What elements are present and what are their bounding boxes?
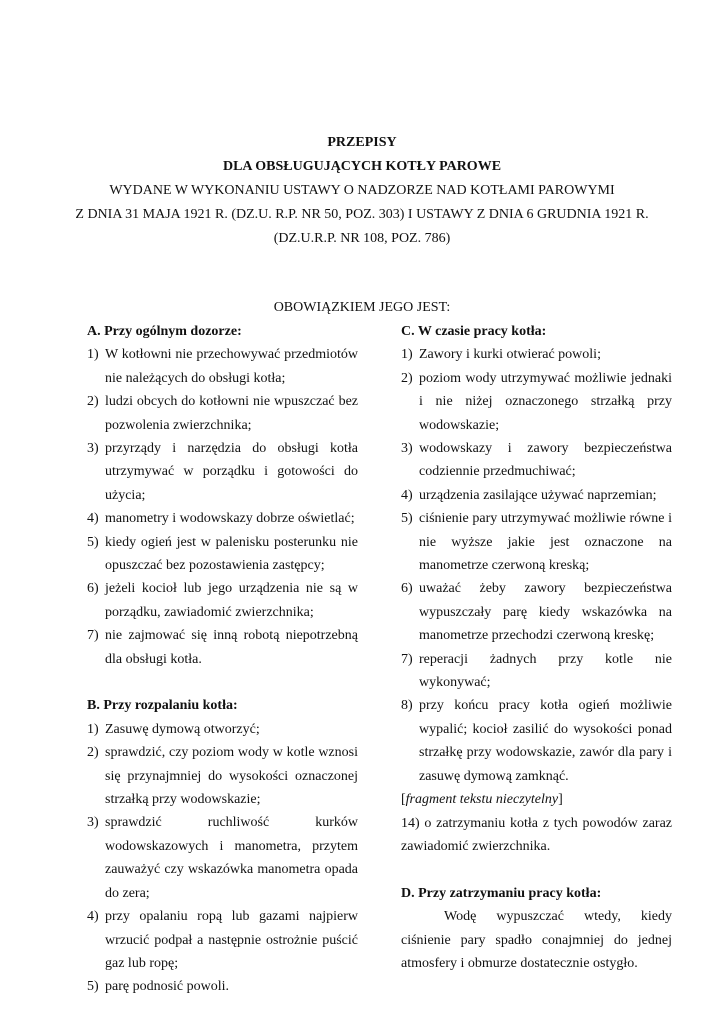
list-item	[401, 343, 672, 366]
list-item	[401, 367, 672, 437]
list-item	[87, 905, 358, 975]
item-number: 2)	[87, 745, 99, 761]
list-item	[87, 624, 358, 671]
list-item	[87, 343, 358, 390]
item-text: wodowskazy i zawory bezpieczeństwa codziennie przedmuchiwać;	[419, 441, 672, 480]
note-bracket-close: ]	[558, 792, 563, 808]
item-number: 1)	[401, 347, 413, 363]
list-item	[87, 507, 358, 530]
right-column	[401, 320, 672, 975]
document-header	[0, 131, 724, 251]
item-number: 8)	[401, 698, 413, 714]
section-d-title: D. Przy zatrzymaniu pracy kotła:	[401, 885, 602, 901]
item-number: 4)	[87, 909, 99, 925]
section-d-text: Wodę wypuszczać wtedy, kiedy ciśnienie pary spadło conajmniej do jednej atmosfery i obmurze dostatecznie ostygło.	[401, 909, 672, 971]
item-text: uważać żeby zawory bezpieczeństwa wypuszczały parę kiedy wskazówka na manometrze przechodzi czerwoną kreskę;	[419, 581, 672, 644]
title-line-5: (DZ.U.R.P. NR 108, POZ. 786)	[273, 231, 451, 246]
left-column	[87, 320, 358, 999]
list-item	[87, 577, 358, 624]
item-number: 5)	[401, 511, 413, 527]
list-item	[87, 390, 358, 437]
item-text: sprawdzić, czy poziom wody w kotle wznosi się przynajmniej do wysokości oznaczonej strzałką przy wodowskazie;	[105, 745, 358, 808]
item-text: przy opalaniu ropą lub gazami najpierw wrzucić podpał a następnie ostrożnie puścić gaz lub ropę;	[105, 909, 358, 971]
item-number: 4)	[401, 487, 413, 503]
list-item	[87, 741, 358, 811]
item-number: 2)	[87, 394, 99, 410]
item-text: przyrządy i narzędzia do obsługi kotła utrzymywać w porządku i gotowości do użycia;	[105, 441, 358, 503]
item-number: 7)	[401, 651, 413, 667]
item-number: 1)	[87, 347, 99, 363]
item-text: poziom wody utrzymywać możliwie jednaki i nie niżej oznaczonego strzałką przy wodowskazie;	[419, 370, 672, 433]
item-14-text: 14) o zatrzymaniu kotła z tych powodów zaraz zawiadomić zwierzchnika.	[401, 815, 672, 854]
item-text: W kotłowni nie przechowywać przedmiotów nie należących do obsługi kotła;	[105, 347, 358, 386]
item-text: ludzi obcych do kotłowni nie wpuszczać bez pozwolenia zwierzchnika;	[105, 394, 358, 433]
item-number: 3)	[87, 815, 99, 831]
item-number: 7)	[87, 628, 99, 644]
item-text: jeżeli kocioł lub jego urządzenia nie są w porządku, zawiadomić zwierzchnika;	[105, 581, 358, 620]
title-line-2: DLA OBSŁUGUJĄCYCH KOTŁY PAROWE	[222, 159, 502, 174]
item-number: 2)	[401, 370, 413, 386]
item-text: ciśnienie pary utrzymywać możliwie równe i nie wyższe jakie jest oznaczone na manometrze czerwoną kreską;	[419, 511, 672, 574]
item-text: przy końcu pracy kotła ogień możliwie wypalić; kocioł zasilić do wysokości ponad strzałkę przy wodowskazie, zawór dla pary i zasuwę dymową zamknąć.	[419, 698, 672, 784]
list-item	[401, 437, 672, 484]
item-number: 3)	[87, 441, 99, 457]
section-a-title: A. Przy ogólnym dozorze:	[87, 324, 242, 339]
illegible-note	[401, 788, 672, 811]
note-bracket-open: [	[401, 792, 406, 808]
item-text: manometry i wodowskazy dobrze oświetlać;	[105, 511, 355, 527]
list-item	[401, 507, 672, 577]
list-item	[87, 718, 358, 741]
title-line-4: Z DNIA 31 MAJA 1921 R. (DZ.U. R.P. NR 50, POZ. 303) I USTAWY Z DNIA 6 GRUDNIA 1921 R.	[75, 207, 649, 222]
list-item	[401, 648, 672, 695]
section-spacer	[87, 671, 358, 694]
item-text: kiedy ogień jest w palenisku posterunku nie opuszczać bez pozostawienia zastępcy;	[105, 534, 358, 574]
title-line-3: WYDANE W WYKONANIU USTAWY O NADZORZE NAD KOTŁAMI PAROWYMI	[109, 183, 615, 198]
item-number: 5)	[87, 534, 99, 550]
item-text: urządzenia zasilające używać naprzemian;	[419, 487, 657, 503]
list-item	[87, 437, 358, 507]
section-b-title: B. Przy rozpalaniu kotła:	[87, 698, 238, 714]
item-number: 6)	[87, 581, 99, 597]
list-item	[401, 694, 672, 788]
section-spacer	[401, 858, 672, 881]
list-item	[87, 531, 358, 578]
list-item	[401, 577, 672, 647]
list-item	[401, 484, 672, 507]
item-text: reperacji żadnych przy kotle nie wykonywać;	[419, 651, 672, 691]
item-number: 1)	[87, 721, 99, 737]
item-text: Zawory i kurki otwierać powoli;	[419, 347, 601, 363]
item-number: 3)	[401, 441, 413, 457]
section-c-title: C. W czasie pracy kotła:	[401, 324, 547, 339]
item-text: Zasuwę dymową otworzyć;	[105, 721, 260, 737]
title-line-1: PRZEPISY	[327, 135, 397, 150]
note-text: fragment tekstu nieczytelny	[405, 792, 559, 808]
list-item	[87, 811, 358, 905]
item-text: nie zajmować się inną robotą niepotrzebną dla obsługi kotła.	[105, 628, 358, 667]
list-item	[87, 975, 358, 998]
item-number: 5)	[87, 979, 99, 995]
item-number: 4)	[87, 511, 99, 527]
item-number: 6)	[401, 581, 413, 597]
duty-heading: OBOWIĄZKIEM JEGO JEST:	[273, 300, 451, 315]
item-text: parę podnosić powoli.	[105, 979, 230, 995]
item-text: sprawdzić ruchliwość kurków wodowskazowych i manometra, przytem zauważyć czy wskazówka manometra opada do zera;	[105, 815, 358, 901]
